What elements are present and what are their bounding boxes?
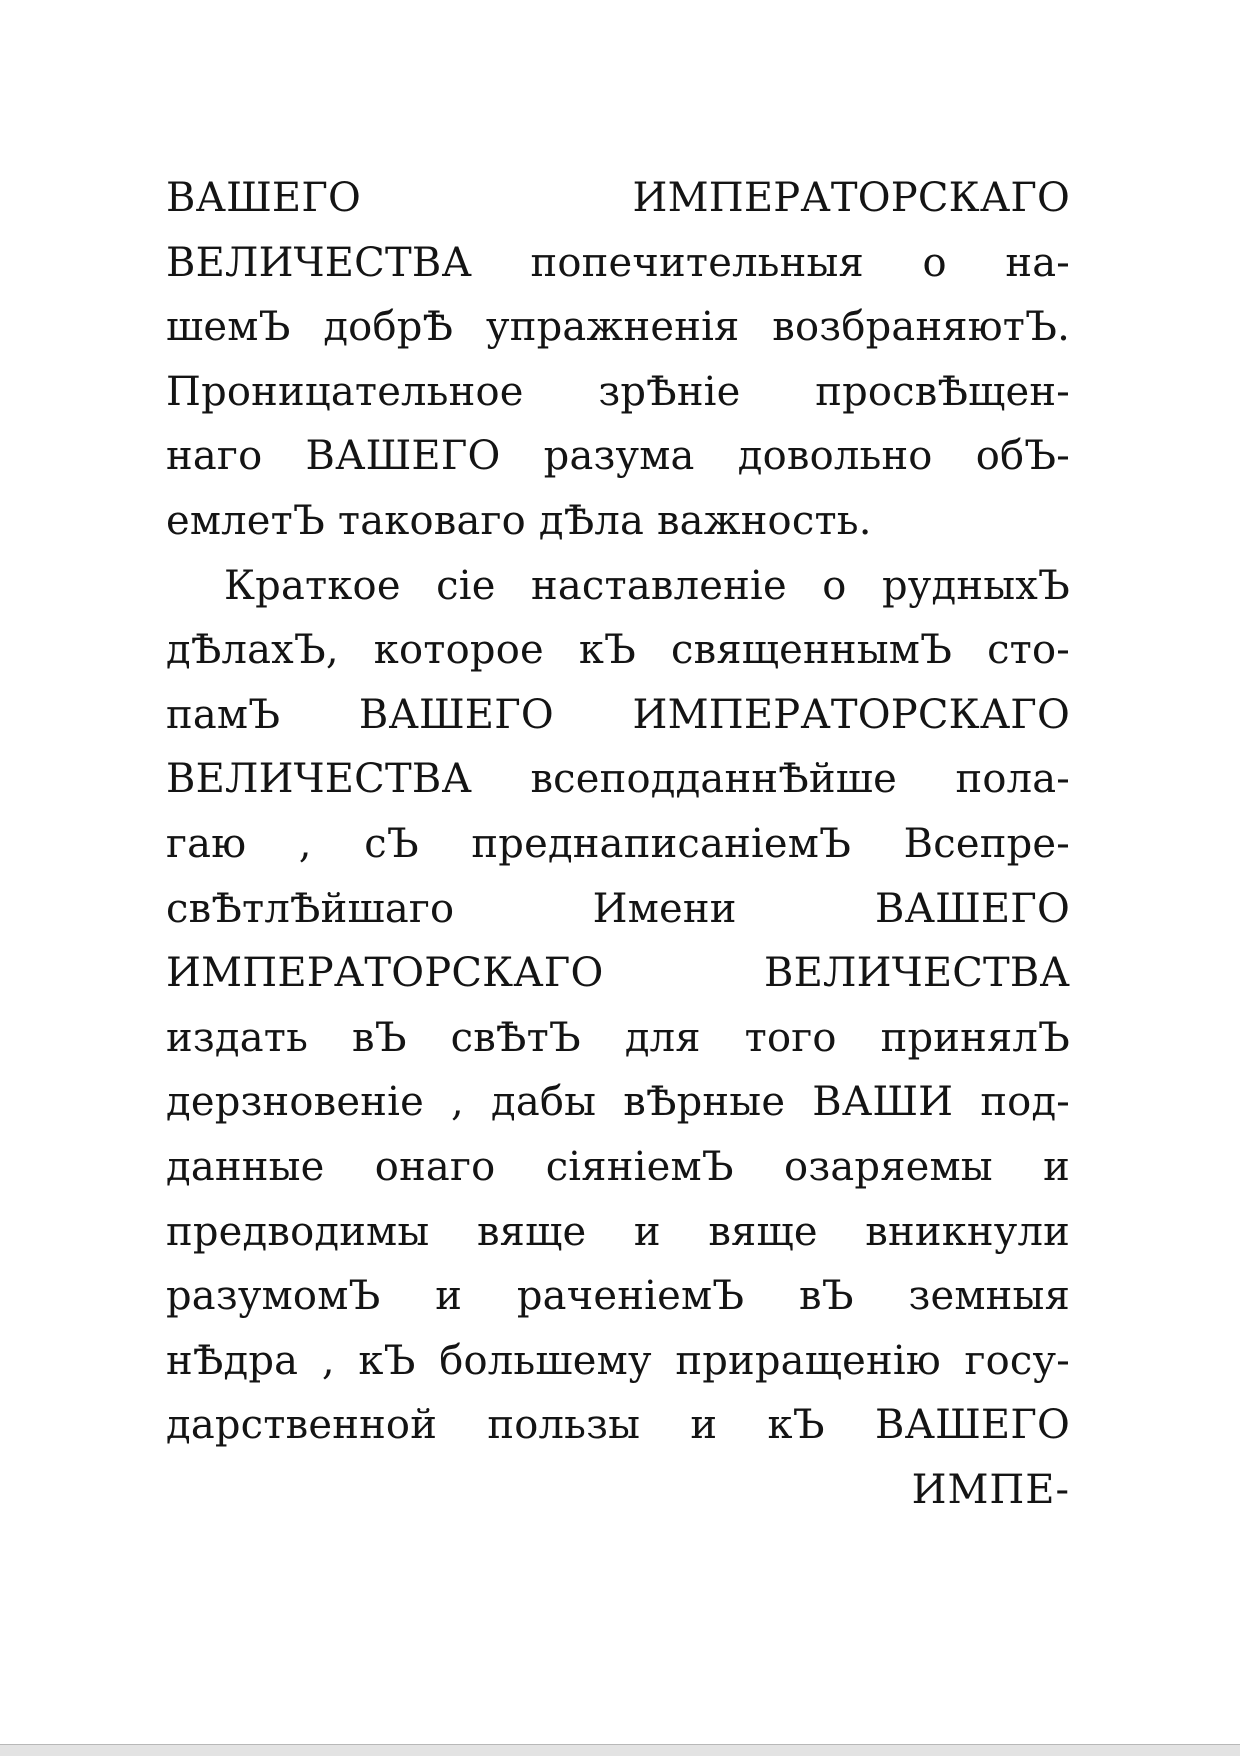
text-line: ВЕЛИЧЕСТВА попечительныя о на-: [166, 239, 1070, 286]
text-line: емлетЪ таковаго дѢла важность.: [166, 497, 872, 544]
text-line: данные онаго сіяніемЪ озаряемы и: [166, 1143, 1070, 1190]
text-line: ВЕЛИЧЕСТВА всеподданнѢйше пола-: [166, 756, 1070, 803]
body-text: [166, 166, 1070, 1522]
text-line: издать вЪ свѢтЪ для того принялЪ: [166, 1014, 1070, 1061]
text-line: ВАШЕГО ИМПЕРАТОРСКАГО: [166, 175, 1070, 221]
text-line: гаю , сЪ преднаписаніемЪ Всепре-: [166, 820, 1070, 867]
text-line: дѢлахЪ, которое кЪ священнымЪ сто-: [166, 627, 1070, 674]
text-line: дарственной пользы и кЪ ВАШЕГО: [166, 1402, 1070, 1449]
paragraph-start-line: Краткое сіе наставленіе о рудныхЪ: [224, 562, 1070, 609]
text-line: дерзновеніе , дабы вѢрные ВАШИ под-: [166, 1079, 1070, 1126]
text-line: разумомЪ и раченіемЪ вЪ земныя: [166, 1273, 1070, 1320]
text-line: ИМПЕРАТОРСКАГО ВЕЛИЧЕСТВА: [166, 950, 1070, 997]
text-line: памЪ ВАШЕГО ИМПЕРАТОРСКАГО: [166, 691, 1070, 738]
text-line: наго ВАШЕГО разума довольно обЪ-: [166, 433, 1070, 480]
page-bottom-edge: [0, 1744, 1240, 1756]
catchword: ИМПЕ-: [911, 1466, 1070, 1513]
text-line: нѢдра , кЪ большему приращенію госу-: [166, 1337, 1070, 1384]
text-line: шемЪ добрѢ упражненія возбраняютЪ.: [166, 304, 1070, 351]
text-line: Проницательное зрѢніе просвѢщен-: [166, 368, 1070, 415]
text-line: предводимы вяще и вяще вникнули: [166, 1208, 1070, 1255]
text-line: свѢтлѢйшаго Имени ВАШЕГО: [166, 885, 1070, 932]
